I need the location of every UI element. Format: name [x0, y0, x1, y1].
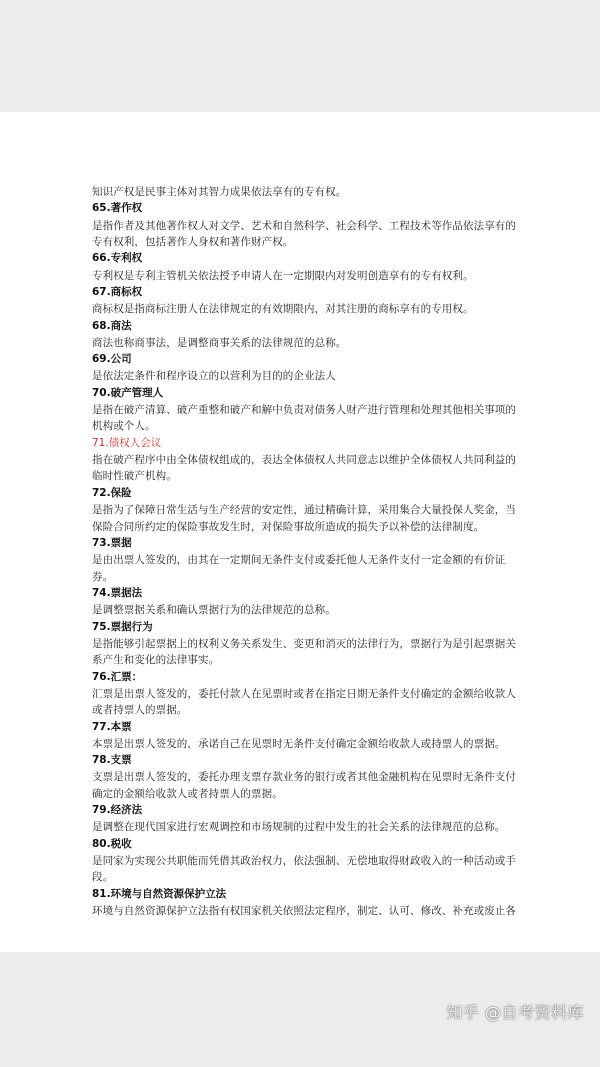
definition-text-line: 商法也称商事法，是调整商事关系的法律规范的总称。 [92, 336, 347, 349]
term-heading: 67.商标权 [92, 286, 143, 299]
term-heading: 81.环境与自然资源保护立法 [92, 887, 227, 900]
term-heading: 79.经济法 [92, 804, 143, 817]
definition-text-line: 是同家为实现公共职能而凭借其政治权力，依法强制、无偿地取得财政收入的一种活动或手 [92, 855, 516, 867]
definition-text-line: 专利权是专利主管机关依法授予申请人在一定期限内对发明创造享有的专有权利。 [92, 269, 474, 282]
top-margin-band [0, 0, 600, 112]
definition-text-line: 是由出票人签发的，由其在一定期间无条件支付或委托他人无条件支付一定金额的有价证 [92, 554, 506, 567]
definition-text-line: 是依法定条件和程序设立的以营利为目的的企业法人 [92, 370, 336, 383]
definition-text-line: 是指在破产清算、破产重整和破产和解中负责对债务人财产进行管理和处理其他相关事项的 [92, 404, 516, 417]
definition-text-line: 券。 [92, 570, 114, 583]
definition-text-line: 本票是出票人签发的，承诺自己在见票时无条件支付确定金额给收款人或持票人的票据。 [92, 737, 506, 750]
term-heading: 68.商法 [92, 319, 132, 332]
definition-text-line: 是指为了保障日常生活与生产经营的安定性，通过精确计算，采用集合大量投保人奖金，当 [92, 504, 516, 517]
term-heading: 75.票据行为 [92, 620, 153, 633]
definition-text-line: 是调整票据关系和确认票据行为的法律规范的总称。 [92, 604, 336, 617]
definition-text-line: 确定的金额给收款人或者持票人的票据。 [92, 787, 283, 800]
definition-text-line: 知识产权是民事主体对其智力成果依法享有的专有权。 [92, 186, 347, 198]
definition-text-line: 机构或个人。 [92, 420, 156, 433]
term-heading: 73.票据 [92, 536, 132, 549]
term-heading: 69.公司 [92, 353, 132, 366]
term-heading: 74.票据法 [92, 586, 143, 599]
definition-text-line: 支票是出票人签发的，委托办理支票存款业务的银行或者其他金融机构在见票时无条件支付 [92, 771, 516, 784]
definition-text-line: 段。 [92, 871, 114, 884]
definition-text-line: 是调整在现代国家进行宏观调控和市场规制的过程中发生的社会关系的法律规范的总称。 [92, 821, 506, 834]
term-heading: 77.本票 [92, 720, 132, 733]
definition-text-line: 商标权是指商标注册人在法律规定的有效期限内，对其注册的商标享有的专用权。 [92, 303, 474, 316]
definition-text-line: 专有权利，包括著作人身权和著作财产权。 [92, 236, 294, 249]
term-heading: 80.税收 [92, 837, 132, 850]
definition-text-line: 保险合同所约定的保险事故发生时，对保险事故所造成的损失予以补偿的法律制度。 [92, 520, 485, 533]
definition-text-line: 或者持票人的票据。 [92, 704, 188, 717]
definition-text-line: 指在破产程序中由全体债权组成的，表达全体债权人共同意志以维护全体债权人共同利益的 [92, 454, 516, 467]
definition-text-line: 是指作者及其他著作权人对文学、艺术和自然科学、社会科学、工程技术等作品依法享有的 [92, 219, 516, 232]
definition-text-line: 系产生和变化的法律事实。 [92, 654, 220, 667]
document-body [92, 184, 516, 919]
term-heading: 65.著作权 [92, 202, 143, 215]
definition-text-line: 临时性破产机构。 [92, 470, 177, 483]
term-heading: 76.汇票： [92, 670, 143, 683]
term-heading: 70.破产管理人 [92, 386, 164, 399]
definition-text-line: 汇票是出票人签发的，委托付款人在见票时或者在指定日期无条件支付确定的金额给收款人 [92, 687, 516, 700]
definition-text-line: 环境与自然资源保护立法指有权国家机关依照法定程序，制定、认可、修改、补充或废止各 [92, 905, 516, 918]
term-heading: 72.保险 [92, 486, 132, 499]
term-heading-highlighted: 71.债权人会议 [92, 436, 162, 449]
definition-text-line: 是指能够引起票据上的权利义务关系发生、变更和消灭的法律行为，票据行为是引起票据关 [92, 637, 516, 650]
term-heading: 66.专利权 [92, 252, 143, 265]
watermark-text: 知乎 @自考资料库 [446, 1003, 584, 1022]
document-page [0, 112, 600, 952]
term-heading: 78.支票 [92, 754, 132, 767]
